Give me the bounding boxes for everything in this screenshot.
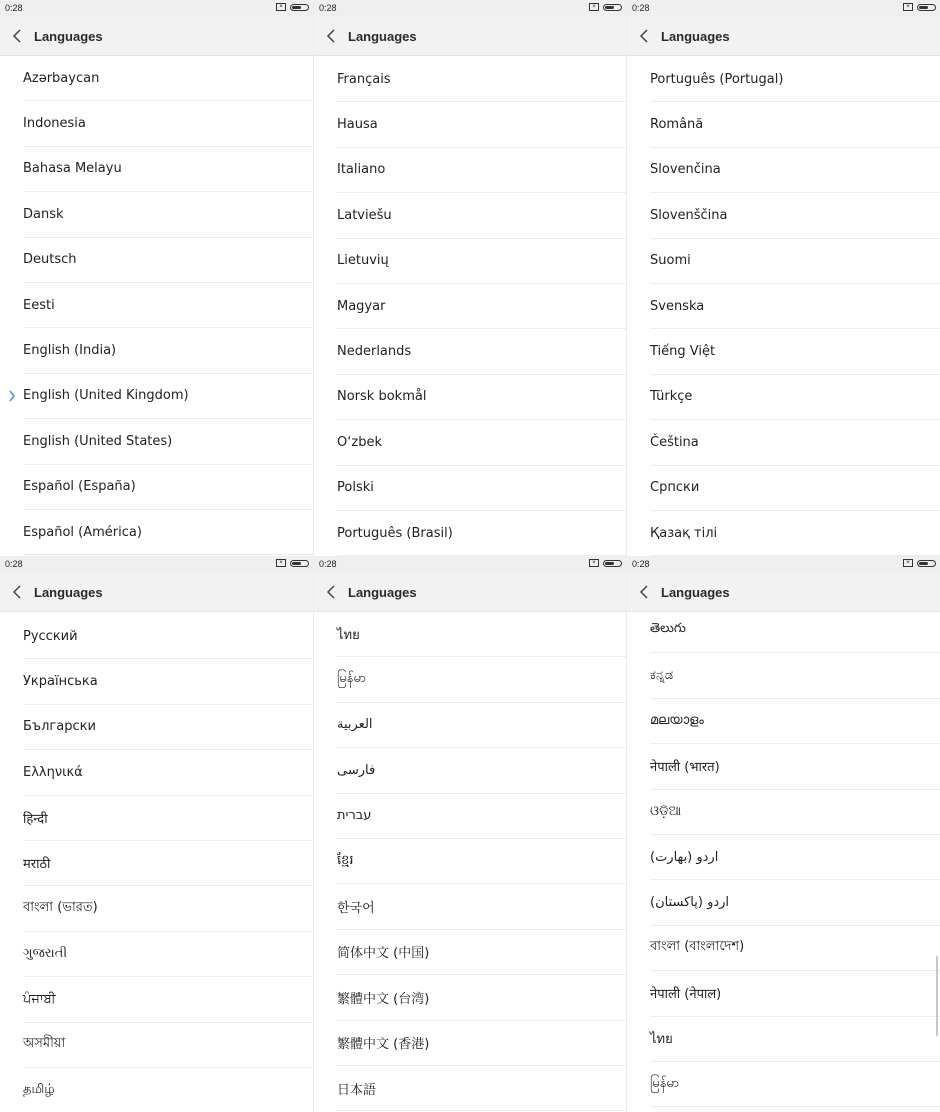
- language-item[interactable]: 繁體中文 (香港): [337, 1021, 626, 1066]
- status-bar: [314, 556, 626, 573]
- language-list: [0, 56, 313, 555]
- title-bar: [627, 573, 940, 612]
- language-item[interactable]: Čeština: [650, 420, 940, 465]
- language-item[interactable]: Português (Brasil): [337, 511, 626, 556]
- language-item[interactable]: မြန်မာ: [337, 657, 626, 702]
- panel-1: [0, 0, 313, 556]
- language-item[interactable]: ಕನ್ನಡ: [650, 653, 940, 698]
- title-bar: [627, 17, 940, 56]
- language-item[interactable]: বাংলা (ভারত): [23, 886, 313, 931]
- battery-icon: [290, 560, 309, 567]
- language-item[interactable]: Türkçe: [650, 375, 940, 420]
- no-sim-icon: ×: [276, 3, 286, 11]
- language-item[interactable]: Українська: [23, 659, 313, 704]
- status-bar: [627, 0, 940, 17]
- language-item[interactable]: ไทย: [337, 612, 626, 657]
- page-title: Languages: [348, 28, 417, 44]
- language-item[interactable]: ਪੰਜਾਬੀ: [23, 977, 313, 1022]
- language-item[interactable]: ગુજરાતી: [23, 932, 313, 977]
- status-time: 0:28: [632, 559, 650, 569]
- language-item[interactable]: Ελληνικά: [23, 750, 313, 795]
- language-item[interactable]: Français: [337, 57, 626, 102]
- title-bar: [0, 573, 313, 612]
- page-title: Languages: [34, 28, 103, 44]
- language-item[interactable]: فارسی: [337, 748, 626, 793]
- no-sim-icon: ×: [589, 559, 599, 567]
- language-item[interactable]: Eesti: [23, 283, 313, 328]
- no-sim-icon: ×: [276, 559, 286, 567]
- language-item[interactable]: ଓଡ଼ିଆ: [650, 790, 940, 835]
- language-item[interactable]: O‘zbek: [337, 420, 626, 465]
- language-item[interactable]: Azərbaycan: [23, 56, 313, 101]
- no-sim-icon: ×: [589, 3, 599, 11]
- language-list: [627, 608, 940, 1107]
- battery-icon: [290, 4, 309, 11]
- language-item[interactable]: Norsk bokmål: [337, 375, 626, 420]
- language-item[interactable]: 繁體中文 (台湾): [337, 975, 626, 1020]
- language-item[interactable]: বাংলা (বাংলাদেশ): [650, 926, 940, 971]
- language-list: [314, 612, 626, 1111]
- language-item[interactable]: தமிழ்: [23, 1068, 313, 1112]
- status-time: 0:28: [319, 559, 337, 569]
- language-item[interactable]: Română: [650, 102, 940, 147]
- no-sim-icon: ×: [903, 3, 913, 11]
- battery-icon: [917, 4, 936, 11]
- language-item[interactable]: नेपाली (भारत): [650, 744, 940, 789]
- language-item[interactable]: Español (España): [23, 465, 313, 510]
- language-item[interactable]: Slovenčina: [650, 148, 940, 193]
- language-item[interactable]: Bahasa Melayu: [23, 147, 313, 192]
- title-bar: [0, 17, 313, 56]
- language-item[interactable]: اردو (بھارت): [650, 835, 940, 880]
- language-item[interactable]: Suomi: [650, 239, 940, 284]
- language-item[interactable]: اردو (پاکستان): [650, 880, 940, 925]
- panel-5: [314, 556, 626, 1112]
- language-item[interactable]: ខ្មែរ: [337, 839, 626, 884]
- language-item[interactable]: Български: [23, 705, 313, 750]
- language-item[interactable]: മലയാളം: [650, 699, 940, 744]
- title-bar: [314, 17, 626, 56]
- language-item[interactable]: नेपाली (नेपाल): [650, 971, 940, 1016]
- language-item[interactable]: 한국어: [337, 884, 626, 929]
- language-item[interactable]: Deutsch: [23, 238, 313, 283]
- title-bar: [314, 573, 626, 612]
- language-item[interactable]: Polski: [337, 466, 626, 511]
- language-item[interactable]: 简体中文 (中国): [337, 930, 626, 975]
- status-time: 0:28: [632, 3, 650, 13]
- panel-4: [0, 556, 313, 1112]
- battery-icon: [603, 4, 622, 11]
- language-item[interactable]: Slovenščina: [650, 193, 940, 238]
- language-item[interactable]: Dansk: [23, 192, 313, 237]
- panel-2: [314, 0, 626, 556]
- language-list: [627, 57, 940, 556]
- chevron-left-icon[interactable]: [627, 17, 661, 56]
- language-item[interactable]: English (India): [23, 328, 313, 373]
- language-item[interactable]: ไทย: [650, 1017, 940, 1062]
- language-item[interactable]: Lietuvių: [337, 239, 626, 284]
- chevron-left-icon[interactable]: [314, 573, 348, 612]
- language-item[interactable]: Italiano: [337, 148, 626, 193]
- page-title: Languages: [348, 584, 417, 600]
- selected-chevron-icon: [8, 390, 16, 402]
- page-title: Languages: [34, 584, 103, 600]
- language-item[interactable]: Español (América): [23, 510, 313, 555]
- status-time: 0:28: [319, 3, 337, 13]
- language-item[interactable]: Svenska: [650, 284, 940, 329]
- language-item[interactable]: Nederlands: [337, 329, 626, 374]
- language-item[interactable]: Indonesia: [23, 101, 313, 146]
- no-sim-icon: ×: [903, 559, 913, 567]
- panel-3: [627, 0, 940, 556]
- chevron-left-icon[interactable]: [0, 17, 34, 56]
- language-item[interactable]: Српски: [650, 466, 940, 511]
- language-item[interactable]: Hausa: [337, 102, 626, 147]
- language-item-selected[interactable]: English (United Kingdom): [23, 374, 313, 419]
- status-time: 0:28: [5, 559, 23, 569]
- language-list: [0, 614, 313, 1112]
- page-title: Languages: [661, 28, 730, 44]
- language-item[interactable]: తెలుగు: [650, 608, 940, 653]
- language-item[interactable]: Português (Portugal): [650, 57, 940, 102]
- language-item[interactable]: Қазақ тілі: [650, 511, 940, 556]
- scrollbar[interactable]: [936, 956, 938, 1036]
- language-item[interactable]: मराठी: [23, 841, 313, 886]
- page-title: Languages: [661, 584, 730, 600]
- chevron-left-icon[interactable]: [0, 573, 34, 612]
- language-item[interactable]: עברית: [337, 794, 626, 839]
- chevron-left-icon[interactable]: [314, 17, 348, 56]
- status-bar: [0, 0, 313, 17]
- language-item[interactable]: မြန်မာ: [650, 1062, 940, 1107]
- language-list: [314, 57, 626, 556]
- language-item[interactable]: Magyar: [337, 284, 626, 329]
- status-bar: [314, 0, 626, 17]
- language-item[interactable]: অসমীয়া: [23, 1023, 313, 1068]
- status-time: 0:28: [5, 3, 23, 13]
- status-bar: [627, 556, 940, 573]
- status-bar: [0, 556, 313, 573]
- language-item[interactable]: English (United States): [23, 419, 313, 464]
- language-item[interactable]: Русский: [23, 614, 313, 659]
- language-item[interactable]: Tiếng Việt: [650, 329, 940, 374]
- chevron-left-icon[interactable]: [627, 573, 661, 612]
- battery-icon: [603, 560, 622, 567]
- language-item[interactable]: 日本語: [337, 1066, 626, 1111]
- language-item[interactable]: Latviešu: [337, 193, 626, 238]
- language-item[interactable]: العربية: [337, 703, 626, 748]
- battery-icon: [917, 560, 936, 567]
- panel-6: [627, 556, 940, 1112]
- language-item[interactable]: हिन्दी: [23, 796, 313, 841]
